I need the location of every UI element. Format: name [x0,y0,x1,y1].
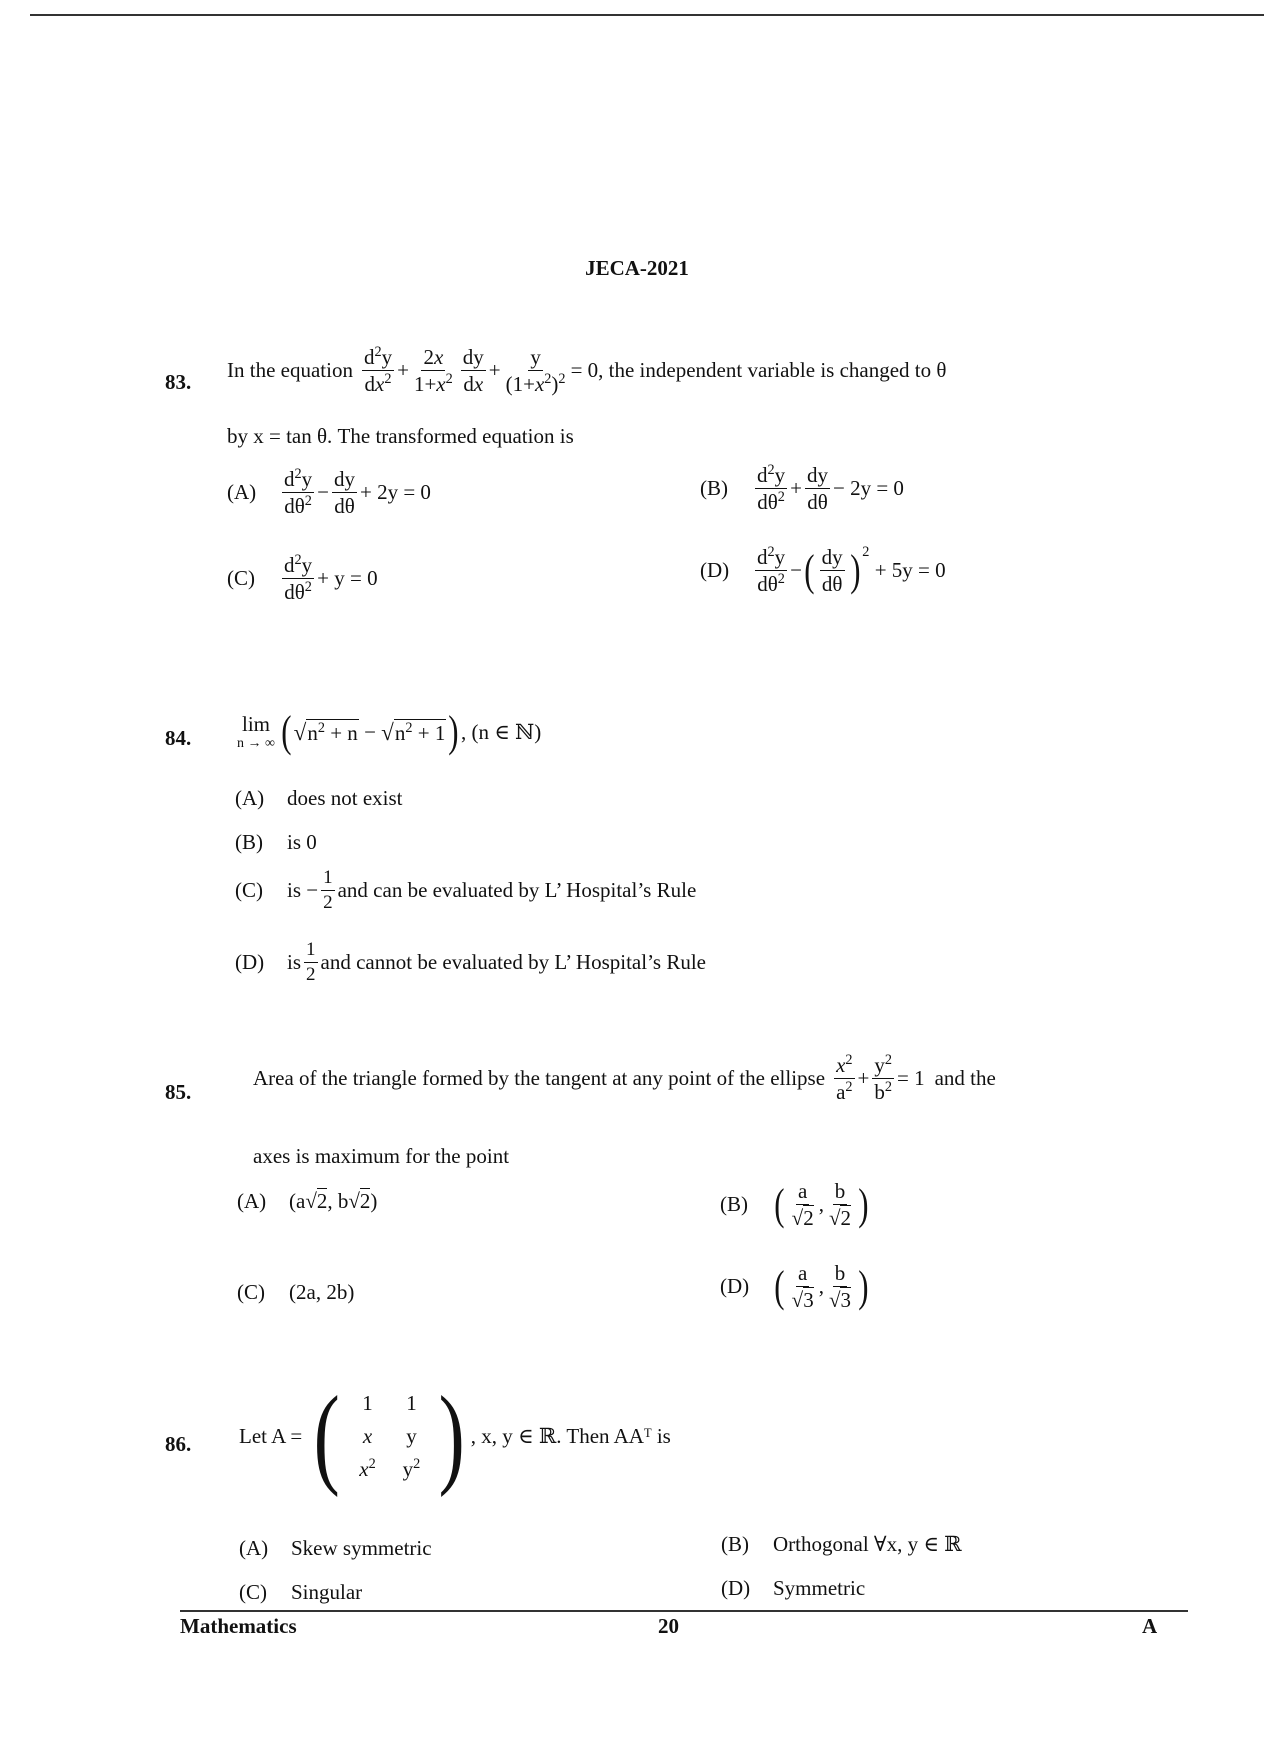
option-c[interactable]: (C) Singular [239,1580,363,1604]
question-number: 86. [165,1432,192,1456]
question-stem: lim n → ∞ ( √ $n^2 + n$ − √ $n^2 + 1$ ) , (n ∈ ℕ) [237,707,542,756]
question-84 [165,700,1175,1000]
page-number: 20 [658,1614,679,1638]
top-rule [30,14,1264,16]
option-d[interactable]: (D) Symmetric [721,1576,866,1600]
option-a[interactable]: (A) $\frac{d^2y}{d\theta^2}$ − $\frac{dy}{d\theta}$ + 2y = 0 [227,466,431,519]
footer-subject: Mathematics [180,1614,297,1638]
question-86 [165,1374,1175,1610]
option-a[interactable]: (A) (a√ 2 , b√ 2 ) [237,1188,378,1213]
ellipse-equation: $\frac{x^2}{a^2}$ + $\frac{y^2}{b^2}$ = 1 [836,1052,925,1105]
question-number: 85. [165,1080,192,1104]
question-number: 84. [165,726,192,750]
question-85 [165,1040,1175,1340]
option-a[interactable]: (A) Skew symmetric [239,1536,432,1560]
option-c[interactable]: (C) is − $\frac{1}{2}$ and can be evaluated by L’ Hospital’s Rule [235,867,697,913]
question-stem: Let A = ( 1 1 x y $x^2$ $y^2$ ) , x, y ∈ ℝ. Then AAᵀ is [239,1374,671,1498]
question-stem-line2: axes is maximum for the point [253,1144,510,1168]
option-d[interactable]: (D) $\frac{d^2y}{d\theta^2}$ − ( $\frac{dy}{d\theta}$ ) 2 + 5y = 0 [700,544,946,597]
footer-rule [180,1610,1188,1612]
paper-set: A [1142,1614,1158,1638]
question-83 [165,340,1175,640]
limit: lim n → ∞ [237,711,275,751]
question-number: 83. [165,370,192,394]
question-stem: Area of the triangle formed by the tangent at any point of the ellipse $\frac{x^2}{a^2}$ + $\frac{y^2}{b^2}$ = 1 and the [253,1052,996,1105]
option-b[interactable]: (B) $\frac{d^2y}{d\theta^2}$ + $\frac{dy}{d\theta}$ − 2y = 0 [700,462,904,515]
exam-code: JECA-2021 [585,256,689,280]
option-d[interactable]: (D) ( $\frac{a}{√3}$ , $\frac{b}{√3}$ ) [720,1261,869,1313]
option-b[interactable]: (B) is 0 [235,830,317,854]
option-c[interactable]: (C) (2a, 2b) [237,1280,355,1304]
option-b[interactable]: (B) ( $\frac{a}{√2}$ , $\frac{b}{√2}$ ) [720,1179,869,1231]
question-stem-line2: by x = tan θ. The transformed equation is [227,424,574,448]
option-d[interactable]: (D) is $\frac{1}{2}$ and cannot be evaluated by L’ Hospital’s Rule [235,939,707,985]
equation: $\frac{d^2y}{dx^2}$ + $\frac{2x}{1+x^2}$ $\frac{dy}{dx}$ + $\frac{y}{(1+x^2)^2}$ = 0 [363,344,599,397]
option-c[interactable]: (C) $\frac{d^2y}{d\theta^2}$ + y = 0 [227,552,378,605]
matrix-a: ( 1 1 x y $x^2$ $y^2$ ) [313,1374,466,1498]
question-stem: In the equation $\frac{d^2y}{dx^2}$ + $\frac{2x}{1+x^2}$ $\frac{dy}{dx}$ + $\frac{y}{(1+x^2)^2}$ = 0 , the independent variable is changed to θ [227,344,947,397]
option-b[interactable]: (B) Orthogonal ∀x, y ∈ ℝ [721,1532,962,1556]
option-a[interactable]: (A) does not exist [235,786,403,810]
